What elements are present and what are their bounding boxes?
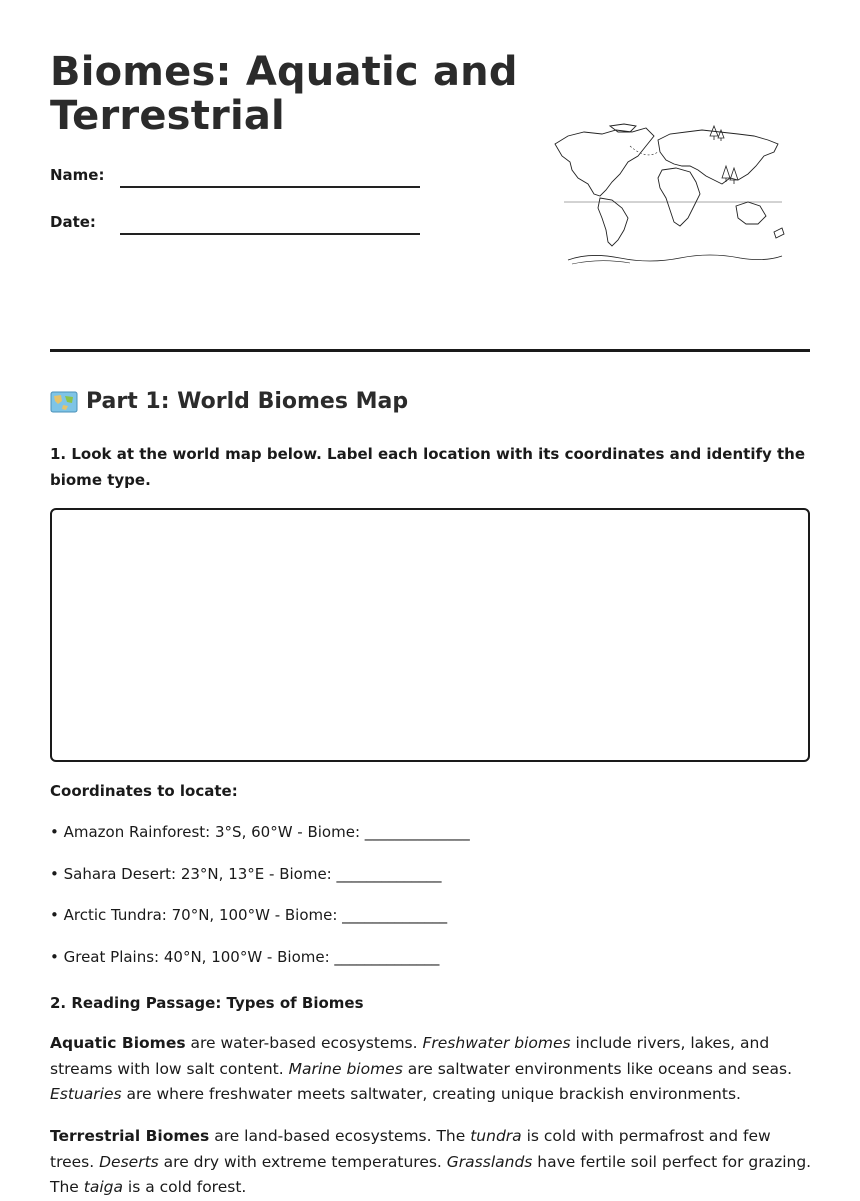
part1-heading-text: Part 1: World Biomes Map <box>86 389 409 414</box>
aquatic-text: include rivers, lakes, and streams with low salt content. <box>50 1034 770 1078</box>
world-map-emoji-icon <box>50 390 78 414</box>
aquatic-term: Aquatic Biomes <box>50 1034 186 1052</box>
terrestrial-text: are land-based ecosystems. The <box>209 1127 471 1145</box>
section-divider <box>50 349 810 352</box>
marine-term: Marine biomes <box>288 1059 403 1078</box>
aquatic-text: are saltwater environments like oceans and seas. <box>402 1059 793 1078</box>
question-2: 2. Reading Passage: Types of Biomes <box>50 994 364 1012</box>
terrestrial-paragraph <box>50 1124 812 1201</box>
terrestrial-text: is cold with permafrost and few trees. <box>50 1127 771 1171</box>
freshwater-term: Freshwater biomes <box>422 1034 571 1052</box>
taiga-term: taiga <box>83 1178 123 1196</box>
tundra-term: tundra <box>470 1127 522 1145</box>
terrestrial-term: Terrestrial Biomes <box>50 1127 210 1145</box>
world-map-illustration <box>550 122 786 268</box>
estuaries-term: Estuaries <box>50 1085 122 1103</box>
coordinate-item: • Great Plains: 40°N, 100°W - Biome: ______________ <box>50 948 440 966</box>
deserts-term: Deserts <box>99 1152 159 1171</box>
name-field[interactable] <box>120 186 420 188</box>
terrestrial-text: have fertile soil perfect for grazing. The <box>50 1152 812 1196</box>
aquatic-text: are where freshwater meets saltwater, creating unique brackish environments. <box>121 1085 741 1103</box>
question-1: 1. Look at the world map below. Label each location with its coordinates and identify the biome type. <box>50 445 806 489</box>
coordinate-item: • Amazon Rainforest: 3°S, 60°W - Biome: ______________ <box>50 823 470 841</box>
part1-heading <box>50 389 408 414</box>
coordinate-item: • Sahara Desert: 23°N, 13°E - Biome: ______________ <box>50 865 442 883</box>
aquatic-text: are water-based ecosystems. <box>185 1034 423 1052</box>
coordinates-heading: Coordinates to locate: <box>50 782 238 800</box>
terrestrial-text: are dry with extreme temperatures. <box>158 1152 447 1171</box>
aquatic-paragraph <box>50 1031 812 1108</box>
coordinate-item: • Arctic Tundra: 70°N, 100°W - Biome: ______________ <box>50 906 448 924</box>
date-field[interactable] <box>120 233 420 235</box>
date-label: Date: <box>50 213 96 231</box>
map-answer-box[interactable] <box>50 508 810 762</box>
grasslands-term: Grasslands <box>446 1152 533 1171</box>
terrestrial-text: is a cold forest. <box>123 1178 247 1196</box>
name-label: Name: <box>50 166 105 184</box>
worksheet-title: Biomes: Aquatic and Terrestrial <box>50 49 518 139</box>
